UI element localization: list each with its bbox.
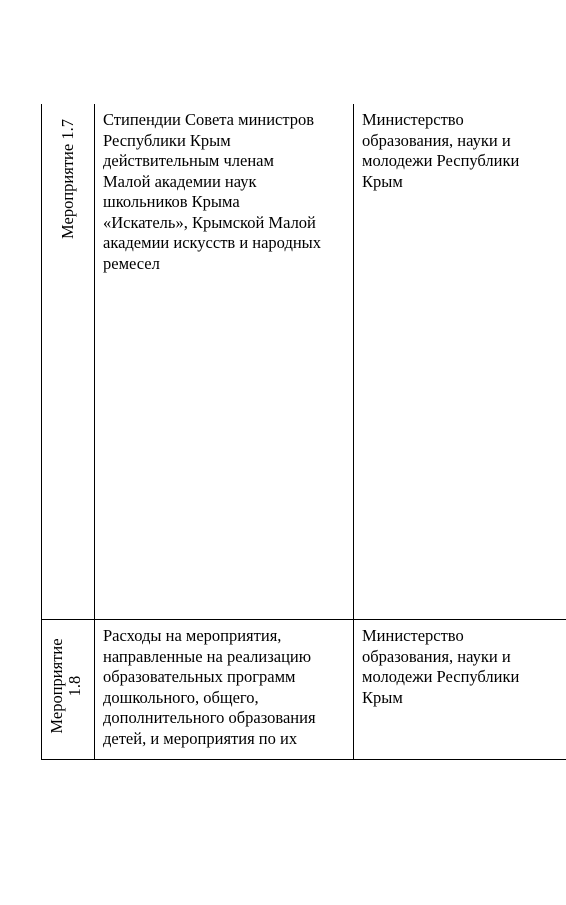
event-description-cell: [95, 104, 354, 619]
event-description-cell: [95, 620, 354, 759]
event-description: Расходы на мероприятия, направленные на реализацию образовательных программ дошкольного, общего, дополнительного образования детей, и мероприятия по их: [103, 626, 316, 748]
table-row: [42, 104, 566, 619]
event-label: Мероприятие 1.8: [47, 638, 84, 734]
event-label-cell: [42, 620, 95, 759]
responsible-executor: Министерство образования, науки и молодежи Республики Крым: [362, 626, 520, 707]
event-label-cell: [42, 104, 95, 619]
table-row: [42, 619, 566, 759]
responsible-executor-cell: [354, 620, 566, 759]
responsible-executor-cell: [354, 104, 566, 619]
program-table: [41, 104, 566, 760]
event-label: Мероприятие 1.7: [58, 119, 77, 239]
responsible-executor: Министерство образования, науки и молодежи Республики Крым: [362, 110, 520, 191]
event-description: Стипендии Совета министров Республики Крым действительным членам Малой академии наук школьников Крыма «Искатель», Крымской Малой академии искусств и народных ремесел: [103, 110, 322, 273]
